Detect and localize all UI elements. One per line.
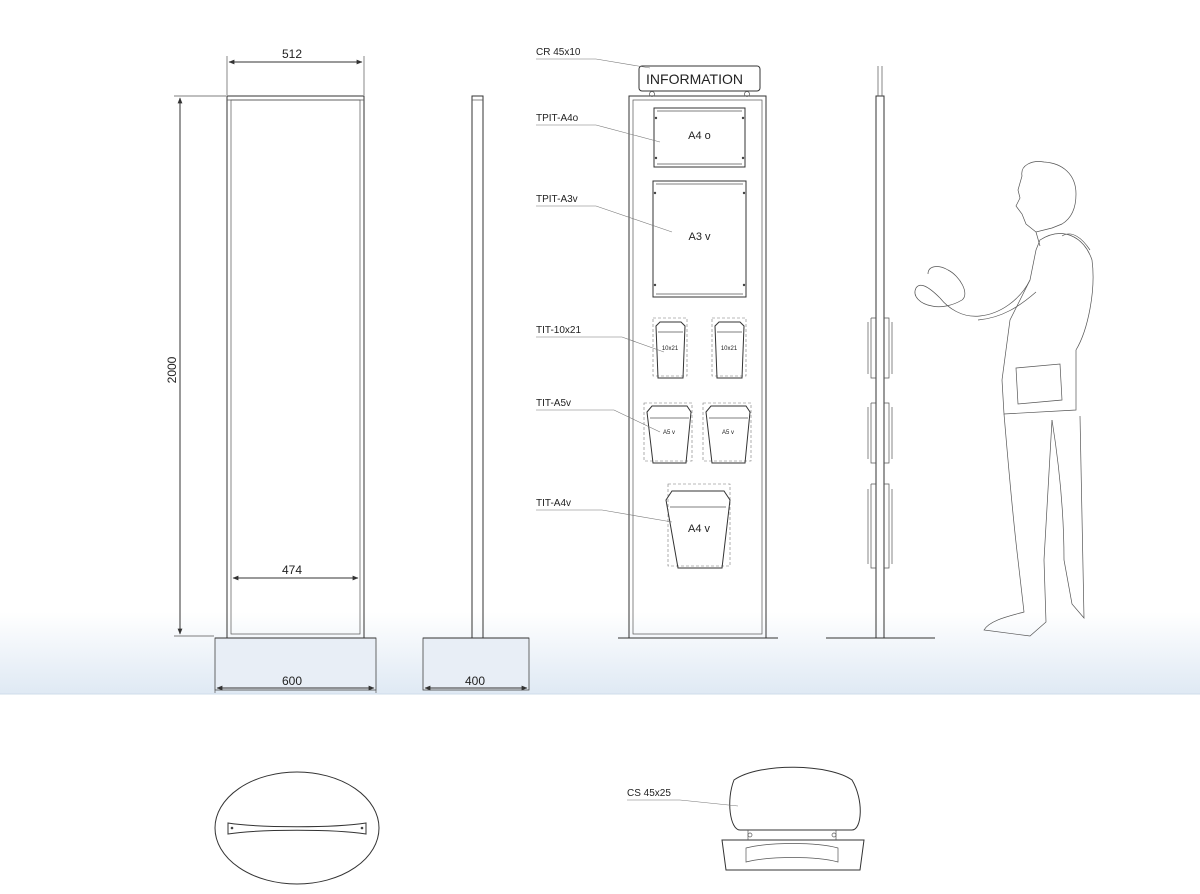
a5-right-insert: A5 v bbox=[721, 430, 735, 436]
a4-landscape-insert: A4 o bbox=[688, 130, 711, 142]
plan-view-base bbox=[215, 772, 379, 884]
equipped-frame bbox=[629, 96, 766, 638]
a5-holder-right bbox=[703, 403, 751, 463]
a5-holder-left bbox=[644, 403, 692, 463]
plan-view-top-sign bbox=[627, 767, 864, 870]
side-view-with-person bbox=[826, 66, 1093, 638]
callout-top-sign: CS 45x25 bbox=[627, 788, 671, 799]
side-post bbox=[472, 96, 483, 638]
callout-a5-holders: TIT-A5v bbox=[536, 398, 572, 409]
front-elevation bbox=[165, 47, 376, 693]
information-header-text: INFORMATION bbox=[646, 71, 743, 87]
top-sign-cs-45x25 bbox=[730, 767, 861, 830]
post-section bbox=[228, 823, 366, 834]
oval-base-outline bbox=[215, 772, 379, 884]
dl-holder-left bbox=[653, 318, 687, 378]
a5-left-insert: A5 v bbox=[662, 430, 676, 436]
dim-base-depth: 400 bbox=[464, 674, 486, 688]
side-elevation bbox=[423, 96, 529, 690]
callout-a3-portrait: TPIT-A3v bbox=[536, 194, 578, 205]
callout-a4-landscape: TPIT-A4o bbox=[536, 113, 579, 124]
front-frame bbox=[227, 96, 364, 638]
dim-top-width: 512 bbox=[281, 47, 303, 61]
equipped-front-view bbox=[536, 47, 778, 638]
callout-dl-holders: TIT-10x21 bbox=[536, 325, 582, 336]
dl-holder-right bbox=[712, 318, 746, 378]
person-figure bbox=[915, 162, 1093, 636]
top-sign-mount bbox=[722, 840, 864, 870]
a4-holder bbox=[666, 484, 730, 568]
callout-a4-holder: TIT-A4v bbox=[536, 498, 572, 509]
dl-right-insert: 10x21 bbox=[720, 346, 738, 352]
side-view-post bbox=[876, 96, 884, 638]
a4-portrait-insert: A4 v bbox=[687, 523, 711, 535]
callout-header: CR 45x10 bbox=[536, 47, 581, 58]
dim-base-width: 600 bbox=[281, 674, 303, 688]
dim-inner-width: 474 bbox=[281, 563, 303, 577]
dl-left-insert: 10x21 bbox=[661, 346, 679, 352]
a3-portrait-insert: A3 v bbox=[688, 231, 711, 243]
dim-height: 2000 bbox=[165, 356, 179, 384]
